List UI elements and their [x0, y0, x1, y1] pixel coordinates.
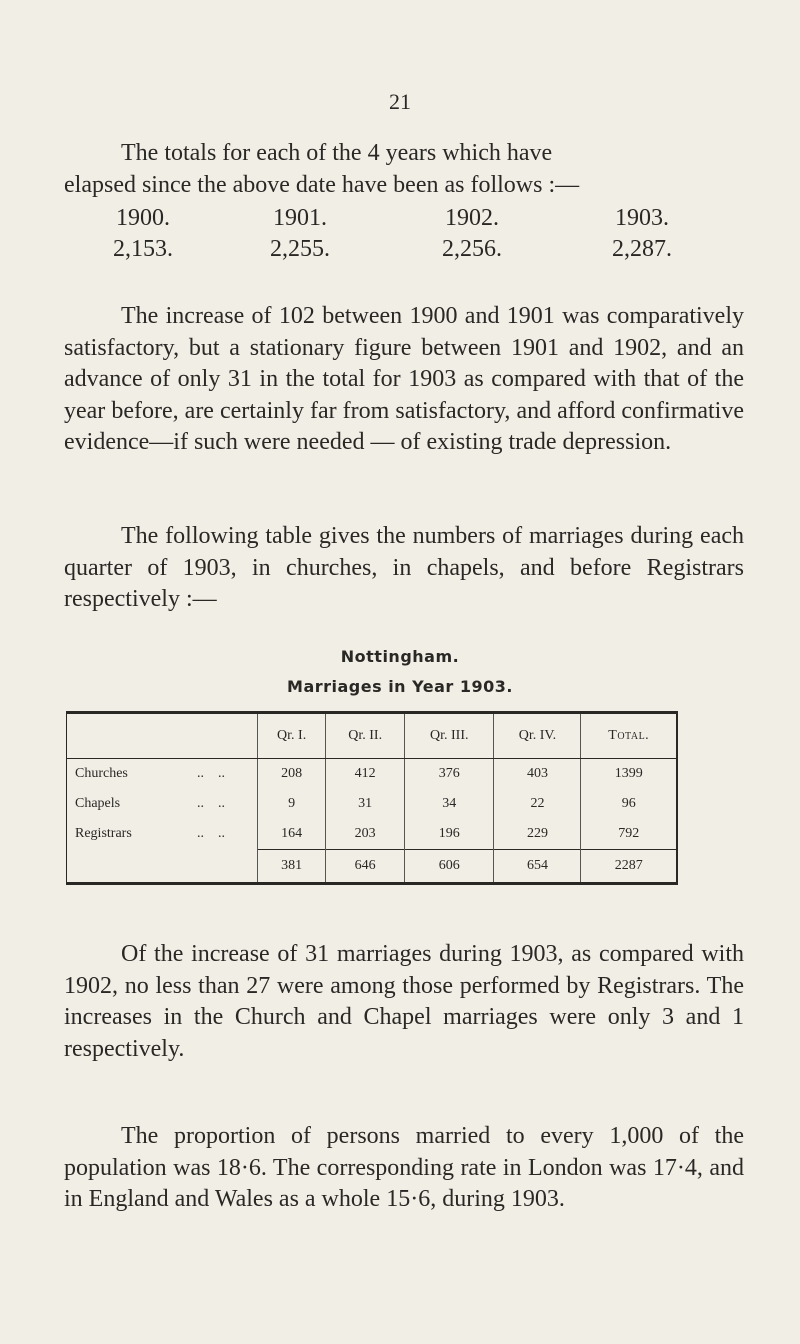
row-label — [67, 789, 258, 819]
column-total: 654 — [494, 850, 581, 884]
table-title: Nottingham. — [340, 647, 460, 666]
intro-paragraph — [64, 138, 744, 201]
row-label-text: Registrars — [75, 826, 132, 842]
table-cell: 203 — [326, 819, 405, 850]
table-header-row — [67, 713, 678, 759]
table-cell: 96 — [581, 789, 677, 819]
page-number: 21 — [389, 89, 411, 114]
header-qr2: Qr. II. — [326, 713, 405, 759]
table-cell: 9 — [258, 789, 326, 819]
header-cell-empty — [67, 713, 258, 759]
table-cell: 196 — [405, 819, 494, 850]
commentary-paragraph: The increase of 102 between 1900 and 1901 was comparatively satisfactory, but a stationary figure between 1901 and 1902, and an advance of only 31 in the total for 1903 as compared with that of the year before, are certainly far from satisfactory, and afford confirmative evidence—if such were needed — of existing trade depression. — [64, 303, 744, 456]
table-cell: 164 — [258, 819, 326, 850]
empty-cell — [67, 850, 258, 884]
table-cell: 229 — [494, 819, 581, 850]
header-qr1: Qr. I. — [258, 713, 326, 759]
table-cell: 792 — [581, 819, 677, 850]
year-total: 2,255. — [270, 236, 330, 262]
column-total: 2287 — [581, 850, 677, 884]
table-cell: 412 — [326, 759, 405, 790]
year-label: 1903. — [615, 205, 669, 231]
table-cell: 31 — [326, 789, 405, 819]
row-label — [67, 819, 258, 850]
row-label-text: Churches — [75, 766, 128, 781]
year-total: 2,256. — [442, 236, 502, 262]
proportion-paragraph: The proportion of persons married to every 1,000 of the population was 18·6. The corresponding rate in London was 17·4, and in England and Wales as a whole 15·6, during 1903. — [64, 1123, 744, 1213]
table-subtitle: Marriages in Year 1903. — [287, 677, 513, 696]
year-label: 1901. — [273, 205, 327, 231]
year-total: 2,287. — [612, 236, 672, 262]
intro-line-2: elapsed since the above date have been as follows :— — [64, 171, 580, 198]
row-label — [67, 759, 258, 790]
column-total: 606 — [405, 850, 494, 884]
marriages-table — [66, 711, 678, 885]
table-cell: 1399 — [581, 759, 677, 790]
intro-line-1: The totals for each of the 4 years which have — [121, 140, 553, 166]
table-cell: 22 — [494, 789, 581, 819]
totals-table-row — [67, 850, 678, 884]
header-qr4: Qr. IV. — [494, 713, 581, 759]
table-cell: 403 — [494, 759, 581, 790]
header-total: Total. — [581, 713, 677, 759]
table-intro-paragraph: The following table gives the numbers of marriages during each quarter of 1903, in churches, in chapels, and before Registrars respectively :— — [64, 523, 744, 613]
column-total: 646 — [326, 850, 405, 884]
year-label: 1900. — [116, 205, 170, 231]
table-cell: 208 — [258, 759, 326, 790]
year-label: 1902. — [445, 205, 499, 231]
row-label-text: Chapels — [75, 796, 121, 811]
column-total: 381 — [258, 850, 326, 884]
table-cell: 376 — [405, 759, 494, 790]
table-row — [67, 759, 678, 790]
table-row — [67, 789, 678, 819]
header-qr3: Qr. III. — [405, 713, 494, 759]
leader-dots: .. .. — [197, 796, 225, 811]
increase-paragraph: Of the increase of 31 marriages during 1903, as compared with 1902, no less than 27 were among those performed by Registrars. The increases in the Church and Chapel marriages were only 3 and 1 respectively. — [64, 941, 744, 1062]
leader-dots: .. .. — [197, 766, 225, 781]
year-total: 2,153. — [113, 236, 173, 262]
leader-dots: .. .. — [197, 826, 225, 842]
table-cell: 34 — [405, 789, 494, 819]
table-row — [67, 819, 678, 850]
